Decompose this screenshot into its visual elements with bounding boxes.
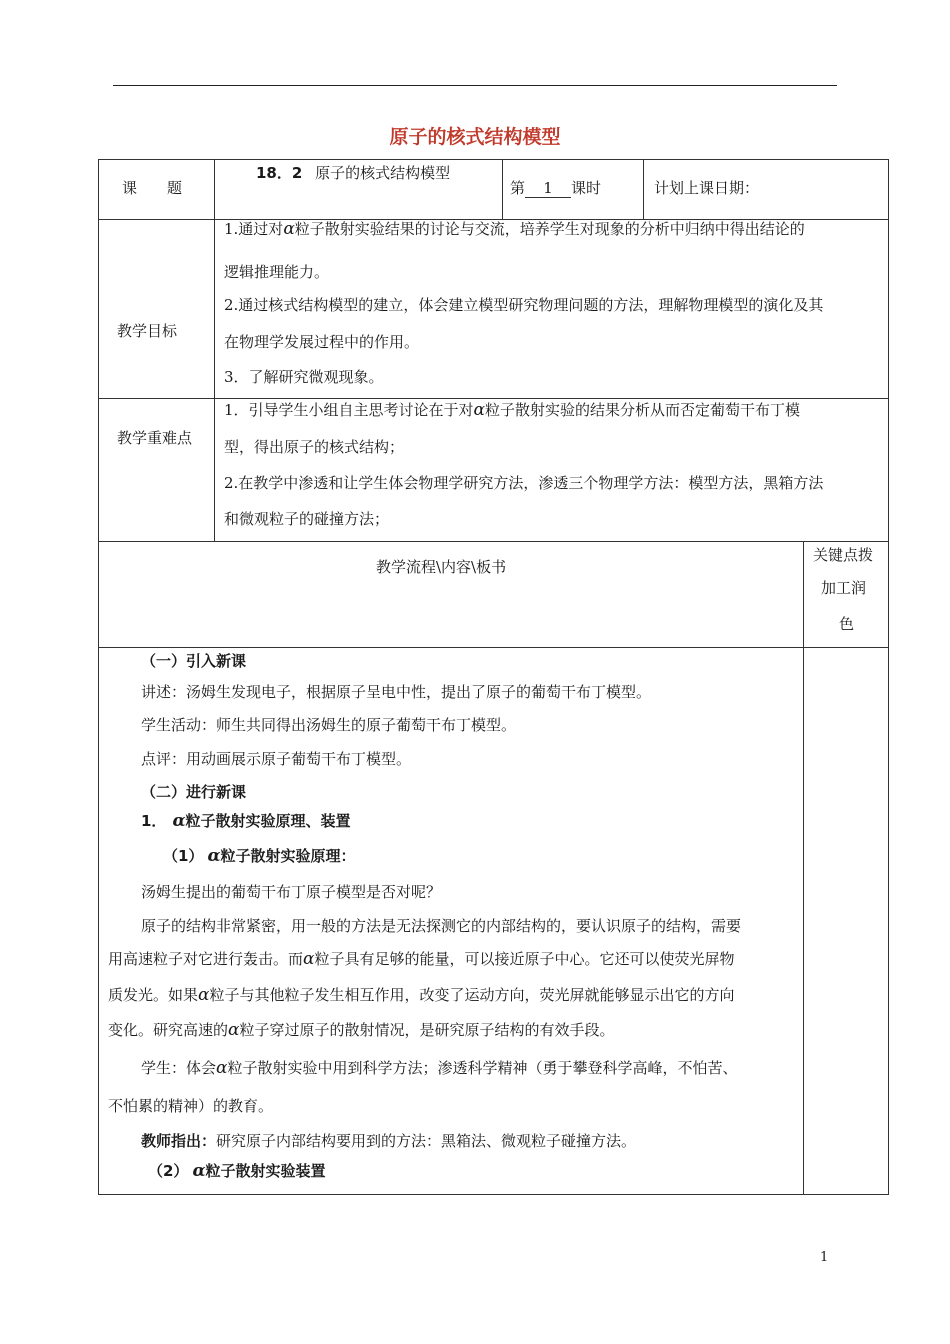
alpha-symbol: α [283, 219, 295, 239]
lesson-number: 18．2 [256, 164, 303, 182]
period-suffix: 课时 [571, 179, 602, 197]
alpha-symbol: α [303, 949, 315, 969]
page-number: 1 [820, 1250, 829, 1265]
notes-header-line-2: 加工润 [821, 579, 867, 597]
objectives-label-cell [98, 219, 215, 399]
alpha-symbol: α [228, 1020, 240, 1040]
period-value: 1 [525, 179, 571, 198]
question-line: 汤姆生提出的葡萄干布丁原子模型是否对呢？ [141, 883, 442, 901]
header-rule [113, 85, 837, 86]
keypoint-2-line-1: 2.在教学中渗透和让学生体会物理学研究方法，渗透三个物理学方法：模型方法，黑箱方法 [224, 474, 824, 492]
para-2-line-1: 学生：体会α粒子散射实验中用到科学方法；渗透科学精神（勇于攀登科学高峰，不怕苦、 [141, 1058, 738, 1078]
alpha-symbol: α [172, 811, 186, 831]
section-1-heading: （一）引入新课 [141, 652, 247, 670]
flow-header-label: 教学流程\内容\板书 [376, 558, 507, 576]
objective-3: 3．了解研究微观现象。 [224, 368, 384, 386]
para-1-line-1: 原子的结构非常紧密，用一般的方法是无法探测它的内部结构的，要认识原子的结构，需要 [141, 917, 742, 935]
notes-content-cell [803, 647, 889, 1195]
notes-header-line-3: 色 [839, 615, 855, 633]
keypoint-1-line-2: 型，得出原子的核式结构； [224, 438, 405, 456]
objective-1-line-1: 1.通过对α粒子散射实验结果的讨论与交流，培养学生对现象的分析中归纳中得出结论的 [224, 219, 805, 239]
keypoint-2-line-2: 和微观粒子的碰撞方法； [224, 510, 390, 528]
lesson-title: 原子的核式结构模型 [315, 164, 451, 182]
para-1-line-2: 用高速粒子对它进行轰击。而α粒子具有足够的能量，可以接近原子中心。它还可以使荧光屏物 [108, 949, 735, 969]
keypoints-label: 教学重难点 [117, 429, 193, 447]
subheading-1-2: （2） α粒子散射实验装置 [148, 1161, 326, 1181]
subheading-1-1: （1） α粒子散射实验原理： [163, 846, 356, 866]
subheading-1: 1． α粒子散射实验原理、装置 [141, 811, 351, 831]
para-3: 教师指出：研究原子内部结构要用到的方法：黑箱法、微观粒子碰撞方法。 [141, 1132, 637, 1150]
section-1-para-3: 点评：用动画展示原子葡萄干布丁模型。 [141, 750, 412, 768]
period-prefix: 第 [510, 179, 526, 197]
alpha-symbol: α [207, 846, 221, 866]
section-1-para-2: 学生活动：师生共同得出汤姆生的原子葡萄干布丁模型。 [141, 716, 517, 734]
alpha-symbol: α [192, 1161, 206, 1181]
document-title: 原子的核式结构模型 [389, 126, 561, 148]
alpha-symbol: α [216, 1058, 228, 1078]
objectives-label: 教学目标 [117, 322, 178, 340]
section-1-para-1: 讲述：汤姆生发现电子，根据原子呈电中性，提出了原子的葡萄干布丁模型。 [141, 683, 652, 701]
para-1-line-3: 质发光。如果α粒子与其他粒子发生相互作用，改变了运动方向，荧光屏就能够显示出它的方向 [108, 985, 735, 1005]
lesson-heading [256, 163, 450, 183]
para-1-line-4: 变化。研究高速的α粒子穿过原子的散射情况，是研究原子结构的有效手段。 [108, 1020, 615, 1040]
objective-2-line-2: 在物理学发展过程中的作用。 [224, 333, 420, 351]
keypoints-label-cell [98, 398, 215, 542]
objective-2-line-1: 2.通过核式结构模型的建立，体会建立模型研究物理问题的方法，理解物理模型的演化及其 [224, 296, 824, 314]
notes-header-line-1: 关键点拨 [813, 546, 874, 564]
objective-1-line-2: 逻辑推理能力。 [224, 263, 330, 281]
para-2-line-2: 不怕累的精神）的教育。 [108, 1097, 274, 1115]
period-field [510, 178, 601, 198]
section-2-heading: （二）进行新课 [141, 783, 247, 801]
topic-label: 课 题 [122, 179, 183, 197]
alpha-symbol: α [198, 985, 210, 1005]
keypoint-1-line-1: 1．引导学生小组自主思考讨论在于对α粒子散射实验的结果分析从而否定葡萄干布丁模 [224, 400, 801, 420]
planned-date-label: 计划上课日期： [654, 179, 760, 197]
alpha-symbol: α [473, 400, 486, 420]
